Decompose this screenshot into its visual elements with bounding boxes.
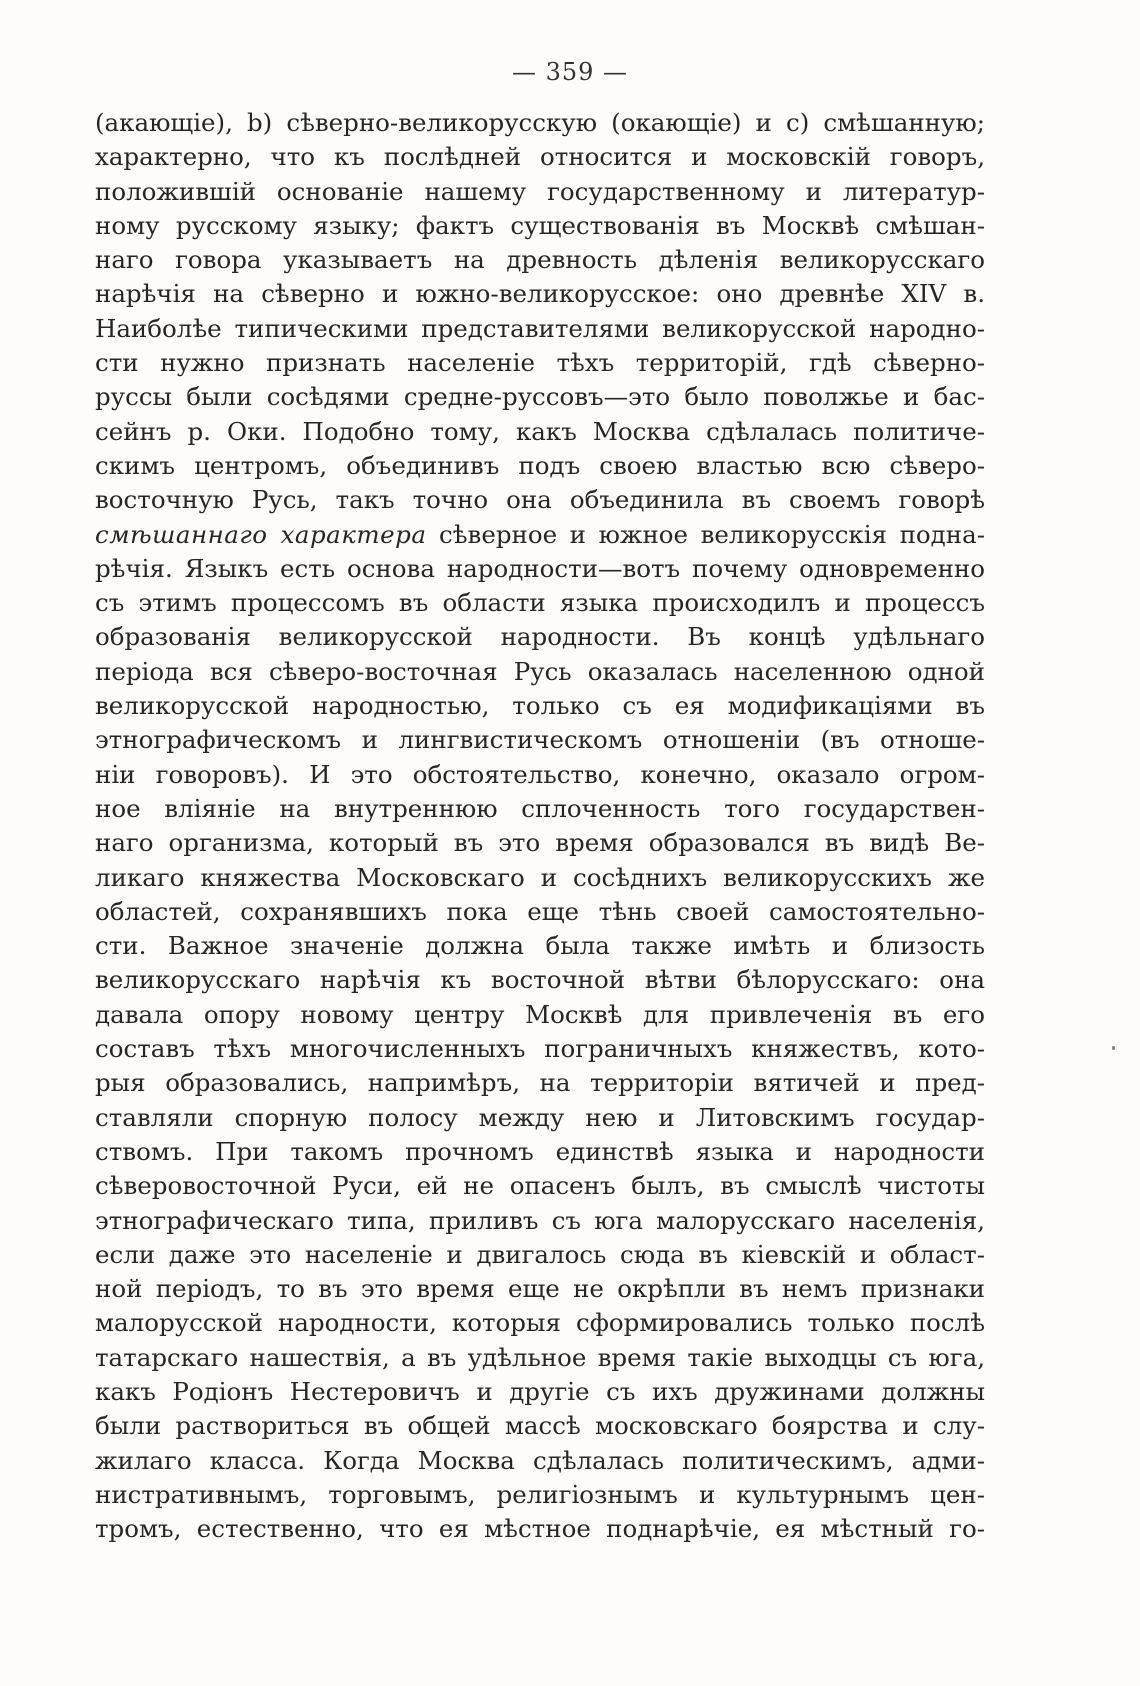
- text-line: этнографическомъ и лингвистическомъ отношеніи (въ отноше-: [95, 725, 985, 755]
- text-line: сти нужно признать населеніе тѣхъ территорій, гдѣ сѣверно-: [95, 348, 985, 378]
- text-line: тромъ, естественно, что ея мѣстное поднарѣчіе, ея мѣстный го-: [95, 1514, 985, 1544]
- text-line: (акающіе), b) сѣверно-великорусскую (окающіе) и c) смѣшанную;: [95, 108, 985, 137]
- text-line: нистративнымъ, торговымъ, религіознымъ и культурнымъ цен-: [95, 1479, 985, 1509]
- text-line: ніи говоровъ). И это обстоятельство, конечно, оказало огром-: [95, 759, 985, 789]
- text-line: руссы были сосѣдями средне-руссовъ—это было поволжье и бас-: [95, 382, 985, 412]
- text-line: образованія великорусской народности. Въ концѣ удѣльнаго: [95, 622, 985, 652]
- text-line: ствомъ. При такомъ прочномъ единствѣ языка и народности: [95, 1136, 985, 1166]
- text-line: періода вся сѣверо-восточная Русь оказалась населенною одной: [95, 656, 985, 686]
- text-line: ному русскому языку; фактъ существованія въ Москвѣ смѣшан-: [95, 210, 985, 240]
- page-number: — 359 —: [511, 58, 629, 86]
- text-line: великорусской народностью, только съ ея модификаціями въ: [95, 691, 985, 721]
- text-line: наго говора указываетъ на древность дѣленія великорусскаго: [95, 245, 985, 275]
- margin-speck: [1112, 1046, 1115, 1050]
- text-line: положившій основаніе нашему государственному и литератур-: [95, 176, 985, 206]
- text-line: были раствориться въ общей массѣ московскаго боярства и слу-: [95, 1411, 985, 1441]
- text-line-with-italic: [95, 518, 985, 552]
- text-line: ставляли спорную полосу между нею и Литовскимъ государ-: [95, 1102, 985, 1132]
- text-line: давала опору новому центру Москвѣ для привлеченія въ его: [95, 999, 985, 1029]
- text-line: съ этимъ процессомъ въ области языка происходилъ и процессъ: [95, 588, 985, 618]
- text-line: характерно, что къ послѣдней относится и московскій говоръ,: [95, 142, 985, 172]
- text-line: наго организма, который въ это время образовался въ видѣ Ве-: [95, 828, 985, 858]
- body-text: [95, 106, 985, 1546]
- text-line: восточную Русь, такъ точно она объединила въ своемъ говорѣ: [95, 485, 985, 515]
- text-line: рыя образовались, напримѣръ, на территоріи вятичей и пред-: [95, 1068, 985, 1098]
- text-line: областей, сохранявшихъ пока еще тѣнь своей самостоятельно-: [95, 896, 985, 926]
- text-line: сти. Важное значеніе должна была также имѣть и близость: [95, 931, 985, 961]
- text-line: скимъ центромъ, объединивъ подъ своею властью всю сѣверо-: [95, 450, 985, 480]
- text-line: какъ Родіонъ Нестеровичъ и другіе съ ихъ дружинами должны: [95, 1376, 985, 1406]
- text-line: сѣверовосточной Руси, ей не опасенъ былъ, въ смыслѣ чистоты: [95, 1171, 985, 1201]
- text-line: великорусскаго нарѣчія къ восточной вѣтви бѣлорусскаго: она: [95, 965, 985, 995]
- text-line: ликаго княжества Московскаго и сосѣднихъ великорусскихъ же: [95, 862, 985, 892]
- text-line: этнографическаго типа, приливъ съ юга малорусскаго населенія,: [95, 1205, 985, 1235]
- text-line: нарѣчія на сѣверно и южно-великорусское: оно древнѣе XIV в.: [95, 279, 985, 309]
- italic-phrase: смѣшаннаго характера: [95, 519, 427, 549]
- text-line: малорусской народности, которыя сформировались только послѣ: [95, 1308, 985, 1338]
- text-line: татарскаго нашествія, а въ удѣльное время такіе выходцы съ юга,: [95, 1342, 985, 1372]
- text-line: составъ тѣхъ многочисленныхъ пограничныхъ княжествъ, кото-: [95, 1034, 985, 1064]
- text-fragment: сѣверное и южное великорусскія подна-: [426, 519, 985, 549]
- text-line: жилаго класса. Когда Москва сдѣлалась политическимъ, адми-: [95, 1445, 985, 1475]
- text-line: рѣчія. Языкъ есть основа народности—вотъ почему одновременно: [95, 553, 985, 583]
- text-line: ное вліяніе на внутреннюю сплоченность того государствен-: [95, 793, 985, 823]
- text-line: если даже это населеніе и двигалось сюда въ кіевскій и област-: [95, 1239, 985, 1269]
- text-line: ной періодъ, то въ это время еще не окрѣпли въ немъ признаки: [95, 1274, 985, 1304]
- text-line: Наиболѣе типическими представителями великорусской народно-: [95, 313, 985, 343]
- text-line: сейнъ р. Оки. Подобно тому, какъ Москва сдѣлалась политиче-: [95, 416, 985, 446]
